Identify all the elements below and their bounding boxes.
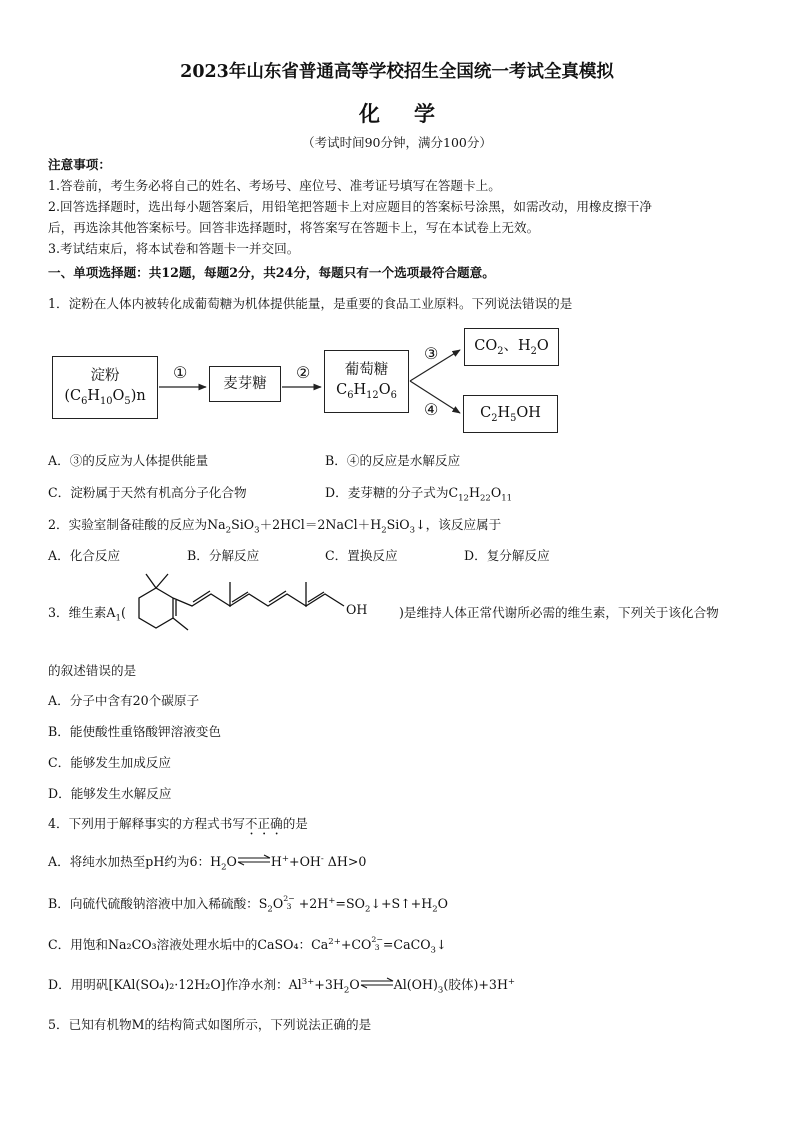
question-3-stem-prefix: 3．维生素$A_1$( <box>48 605 126 624</box>
ethanol-formula: $C_2H_5OH$ <box>480 404 541 424</box>
step-2-marker: ② <box>296 363 311 382</box>
note-item: 后，再选涂其他答案标号。回答非选择题时，将答案写在答题卡上，写在本试卷上无效。 <box>48 220 540 235</box>
co2-h2o-formula: $CO_2$、$H_2O$ <box>474 337 549 357</box>
glucose-name: 葡萄糖 <box>344 362 389 378</box>
starch-name: 淀粉 <box>90 368 120 384</box>
q2-option-a: A．化合反应 <box>48 548 121 563</box>
q4-option-b: B．向硫代硫酸钠溶液中加入稀硫酸：$S_2O2-$ $3 +2H^+=SO_2↓+S↑+H_2O$ <box>48 894 448 915</box>
step-3-marker: ③ <box>424 344 439 363</box>
q2-option-d: D．复分解反应 <box>464 548 550 563</box>
q1-option-a: A．③的反应为人体提供能量 <box>48 453 209 468</box>
step-4-marker: ④ <box>424 400 439 419</box>
q3-option-c: C．能够发生加成反应 <box>48 755 171 770</box>
subject-title: 化学 <box>359 101 469 126</box>
q3-option-d: D．能够发生水解反应 <box>48 786 172 801</box>
question-1-stem: 1．淀粉在人体内被转化成葡萄糖为机体提供能量，是重要的食品工业原料。下列说法错误的是 <box>48 296 573 311</box>
q1-option-d: D．麦芽糖的分子式为$C_{12}H_{22}O_{11}$ <box>325 485 513 504</box>
q4-option-c: C．用饱和Na₂CO₃溶液处理水垢中的CaSO₄：$Ca^{2+}+CO2-$ 3 =CaCO$_3$↓ <box>48 935 447 956</box>
equilibrium-arrow-icon <box>360 978 394 988</box>
q4-option-a: A．将纯水加热至pH约为6：$H_2O$ H++OH- ΔH>0 <box>48 853 367 873</box>
q2-option-b: B．分解反应 <box>187 548 260 563</box>
note-item: 3.考试结束后，将本试卷和答题卡一并交回。 <box>48 241 300 256</box>
equilibrium-arrow-icon <box>237 855 271 865</box>
question-4-stem: 4．下列用于解释事实的方程式书写不正确的是 <box>48 816 308 831</box>
step-1-marker: ① <box>173 363 188 382</box>
note-item: 1.答卷前，考生务必将自己的姓名、考场号、座位号、准考证号填写在答题卡上。 <box>48 178 501 193</box>
exam-info: （考试时间90分钟，满分100分） <box>302 135 492 150</box>
note-item: 2.回答选择题时，选出每小题答案后，用铅笔把答题卡上对应题目的答案标号涂黑，如需改动，用橡皮擦干净 <box>48 199 652 214</box>
section-heading: 一、单项选择题：共12题，每题2分，共24分，每题只有一个选项最符合题意。 <box>48 265 495 280</box>
q4-option-d: D．用明矾[KAl(SO₄)₂·12H₂O]作净水剂：$Al^{3+}+3H_2O$ $Al(OH)_3$(胶体)+3H+ <box>48 976 516 996</box>
q1-option-b: B．④的反应是水解反应 <box>325 453 461 468</box>
maltose-label: 麦芽糖 <box>223 375 267 392</box>
question-5-stem: 5．已知有机物M的结构简式如图所示，下列说法正确的是 <box>48 1017 372 1032</box>
emphasized-text: 不正确 <box>244 816 283 831</box>
q3-option-a: A．分子中含有20个碳原子 <box>48 693 200 708</box>
question-3-stem-line2: 的叙述错误的是 <box>48 663 137 678</box>
question-2-stem: 2．实验室制备硅酸的反应为$Na_2SiO_3+2HCl=2NaCl+H_2SiO_3↓$，该反应属于 <box>48 517 502 536</box>
notes-heading: 注意事项： <box>48 157 111 172</box>
q3-oh-label: OH <box>346 602 368 617</box>
q2-option-c: C．置换反应 <box>325 548 398 563</box>
exam-title: 2023年山东省普通高等学校招生全国统一考试全真模拟 <box>180 62 614 82</box>
glucose-formula: $C_6H_{12}O_6$ <box>336 382 397 402</box>
q1-option-c: C．淀粉属于天然有机高分子化合物 <box>48 485 247 500</box>
starch-formula: $(C_6H_{10}O_5)n$ <box>64 388 146 408</box>
q3-option-b: B．能使酸性重铬酸钾溶液变色 <box>48 724 221 739</box>
question-3-stem-suffix: )是维持人体正常代谢所必需的维生素，下列关于该化合物 <box>399 605 719 620</box>
